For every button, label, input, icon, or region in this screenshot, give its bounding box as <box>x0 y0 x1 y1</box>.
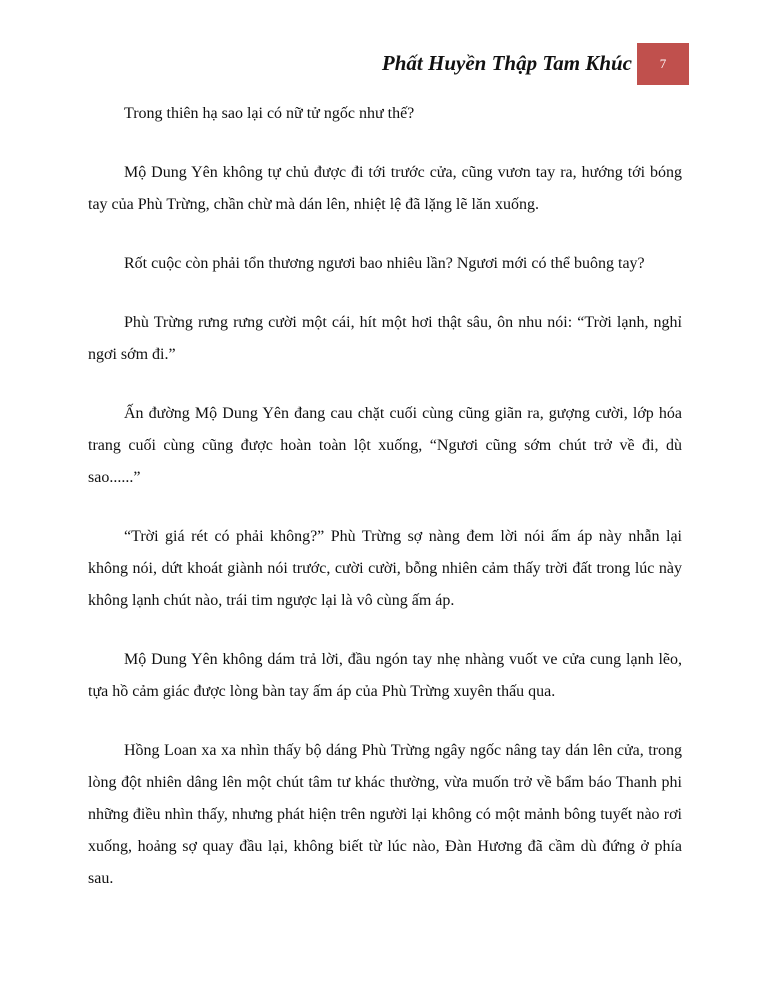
paragraph: Mộ Dung Yên không dám trả lời, đầu ngón tay nhẹ nhàng vuốt ve cửa cung lạnh lẽo, tựa hồ cảm giác được lòng bàn tay ấm áp của Phù Trừng xuyên thấu qua. <box>88 651 682 700</box>
paragraph: Trong thiên hạ sao lại có nữ tử ngốc như thế? <box>124 105 415 122</box>
page-number-box <box>637 43 689 85</box>
paragraph: Phù Trừng rưng rưng cười một cái, hít một hơi thật sâu, ôn nhu nói: “Trời lạnh, nghỉ ngơi sớm đi.” <box>88 314 682 363</box>
page-body <box>88 98 682 922</box>
paragraph: Hồng Loan xa xa nhìn thấy bộ dáng Phù Trừng ngây ngốc nâng tay dán lên cửa, trong lòng đột nhiên dâng lên một chút tâm tư khác thường, vừa muốn trở về bẩm báo Thanh phi những điều nhìn thấy, nhưng phát hiện trên người lại không có một mảnh bông tuyết nào rơi xuống, hoảng sợ quay đầu lại, không biết từ lúc nào, Đàn Hương đã cầm dù đứng ở phía sau. <box>88 742 682 887</box>
book-title: Phất Huyền Thập Tam Khúc <box>381 51 632 75</box>
page-number: 7 <box>659 56 667 71</box>
page-header <box>0 43 772 85</box>
paragraph: Mộ Dung Yên không tự chủ được đi tới trước cửa, cũng vươn tay ra, hướng tới bóng tay của Phù Trừng, chần chừ mà dán lên, nhiệt lệ đã lặng lẽ lăn xuống. <box>88 164 682 213</box>
paragraph: “Trời giá rét có phải không?” Phù Trừng sợ nàng đem lời nói ấm áp này nhẫn lại không nói, dứt khoát giành nói trước, cười cười, bỗng nhiên cảm thấy trời đất trong lúc này không lạnh chút nào, trái tim ngược lại là vô cùng ấm áp. <box>88 528 682 609</box>
paragraph: Ấn đường Mộ Dung Yên đang cau chặt cuối cùng cũng giãn ra, gượng cười, lớp hóa trang cuối cùng cũng được hoàn toàn lột xuống, “Ngươi cũng sớm chút trở về đi, dù sao......” <box>88 405 682 486</box>
paragraph: Rốt cuộc còn phải tổn thương ngươi bao nhiêu lần? Ngươi mới có thể buông tay? <box>124 255 645 272</box>
